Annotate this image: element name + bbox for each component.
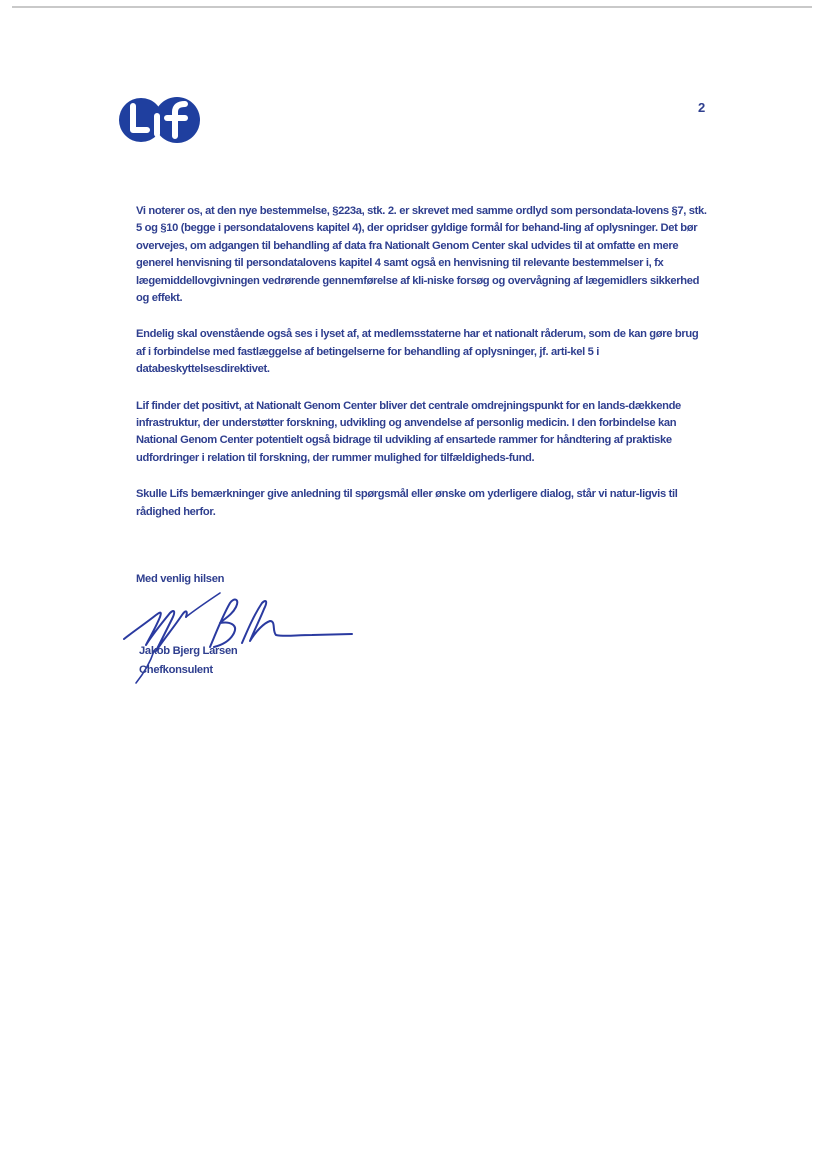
body-paragraph: Endelig skal ovenstående også ses i lyset af, at medlemsstaterne har et nationalt råderum, som de kan gøre brug af i forbindelse med fastlæggelse af betingelserne for behandling af oplysninger, jf. arti-kel 5 i databeskyttelsesdirektivet.	[136, 328, 699, 376]
letter-body	[136, 203, 708, 540]
closing-salutation: Med venlig hilsen	[136, 573, 225, 585]
page-top-edge	[12, 6, 812, 8]
lif-logo	[117, 96, 203, 144]
signer-name: Jakob Bjerg Larsen	[139, 645, 238, 657]
body-paragraph: Lif finder det positivt, at Nationalt Genom Center bliver det centrale omdrejningspunkt for en lands-dækkende infrastruktur, der understøtter forskning, udvikling og anvendelse af personlig medicin. I den forbindelse kan National Genom Center potentielt også bidrage til udvikling af ensartede rammer for håndtering af praktiske udfordringer i relation til forskning, der rummer mulighed for tilfældigheds-fund.	[136, 399, 681, 464]
signer-title: Chefkonsulent	[139, 664, 213, 676]
body-paragraph: Vi noterer os, at den nye bestemmelse, §223a, stk. 2. er skrevet med samme ordlyd som persondata-lovens §7, stk. 5 og §10 (begge i persondatalovens kapitel 4), der opridser gyldige formål for behand-ling af oplysninger. Det bør overvejes, om adgangen til behandling af data fra Nationalt Genom Center skal udvides til at omfatte en mere generel henvisning til persondatalovens kapitel 4 samt også en henvisning til relevante bestemmelser i, fx lægemiddellovgivningen vedrørende gennemførelse af kli-niske forsøg og overvågning af lægemidlers sikkerhed og effekt.	[136, 205, 707, 305]
page-number: 2	[698, 100, 706, 115]
body-paragraph: Skulle Lifs bemærkninger give anledning til spørgsmål eller ønske om yderligere dialog, står vi natur-ligvis til rådighed herfor.	[136, 488, 678, 518]
signature-block	[136, 573, 436, 683]
